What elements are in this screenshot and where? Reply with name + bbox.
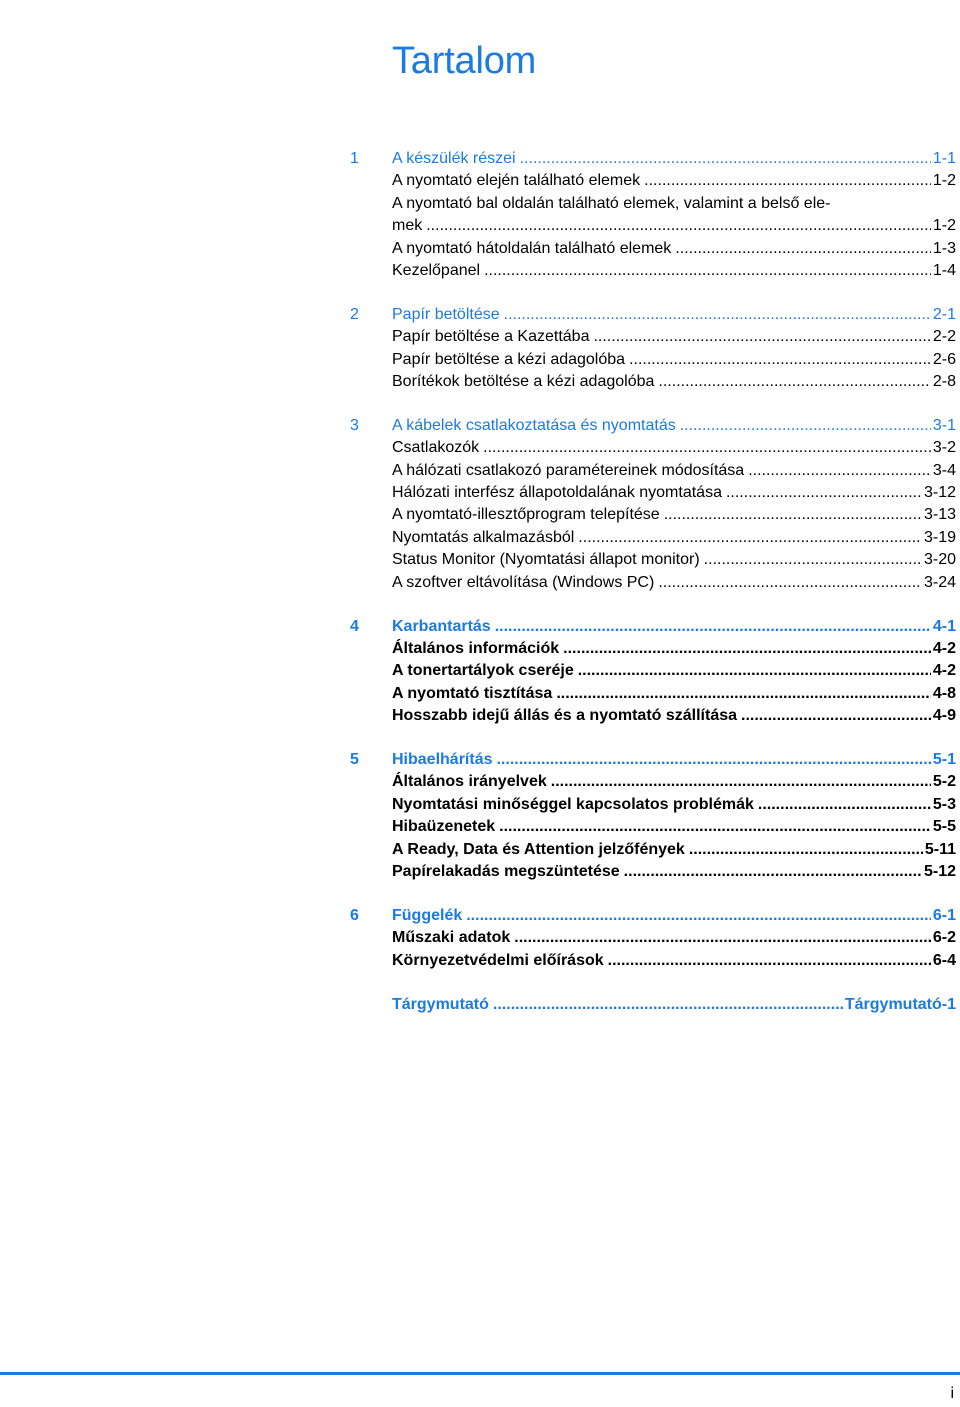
- toc-entry[interactable]: [392, 504, 956, 526]
- entry-page: 1-2: [932, 217, 956, 235]
- dot-leader: [493, 994, 843, 1016]
- entry-page: 6-4: [932, 951, 956, 969]
- toc-row[interactable]: [350, 839, 956, 861]
- toc-row[interactable]: [350, 549, 956, 571]
- entry-page: 3-2: [932, 439, 956, 457]
- toc-row[interactable]: [350, 238, 956, 260]
- dot-leader: [624, 861, 922, 883]
- entry-title: A nyomtató tisztítása: [392, 684, 553, 702]
- entry-title-line-2: mek: [392, 217, 423, 235]
- entry-page: 5-1: [932, 751, 956, 768]
- page-number: i: [950, 1385, 954, 1402]
- dot-leader: [466, 905, 931, 927]
- toc-row[interactable]: [350, 861, 956, 883]
- dot-leader: [556, 683, 931, 705]
- entry-page: Tárgymutató-1: [844, 995, 956, 1013]
- dot-leader: [664, 504, 922, 526]
- toc-entry[interactable]: [392, 749, 956, 771]
- toc-chapter-2: [350, 304, 956, 394]
- toc-row[interactable]: [350, 638, 956, 660]
- toc-row[interactable]: [350, 260, 956, 282]
- dot-leader: [658, 572, 922, 594]
- entry-page: 2-1: [932, 305, 956, 323]
- toc-entry[interactable]: [392, 927, 956, 949]
- toc-index: [350, 994, 956, 1016]
- toc-entry[interactable]: [392, 816, 956, 838]
- toc-entry[interactable]: [392, 572, 956, 594]
- entry-title: Papír betöltése a Kazettába: [392, 328, 590, 346]
- entry-page: 6-2: [932, 929, 956, 947]
- chapter-number: 4: [350, 617, 359, 635]
- dot-leader: [426, 215, 931, 237]
- toc-row[interactable]: [350, 349, 956, 371]
- toc-chapter-heading[interactable]: [350, 616, 956, 638]
- toc-chapter-3: [350, 415, 956, 594]
- entry-title: A nyomtató hátoldalán található elemek: [392, 239, 672, 257]
- toc-chapter-heading[interactable]: [350, 905, 956, 927]
- dot-leader: [658, 371, 930, 393]
- toc-entry[interactable]: [392, 771, 956, 793]
- toc-entry[interactable]: [392, 482, 956, 504]
- toc-entry[interactable]: [392, 794, 956, 816]
- entry-page: 5-12: [923, 862, 956, 880]
- dot-leader: [504, 304, 931, 326]
- entry-title: A nyomtató elején található elemek: [392, 172, 641, 190]
- entry-title-line-2-row: [392, 215, 956, 237]
- dot-leader: [563, 638, 931, 660]
- entry-title: Hosszabb idejű állás és a nyomtató szállítása: [392, 707, 738, 725]
- entry-page: 3-1: [932, 416, 956, 434]
- entry-page: 6-1: [932, 906, 956, 924]
- toc-row[interactable]: [350, 371, 956, 393]
- entry-title: Általános irányelvek: [392, 773, 547, 791]
- entry-page: 1-2: [932, 172, 956, 190]
- entry-title: A kábelek csatlakoztatása és nyomtatás: [392, 416, 676, 434]
- dot-leader: [484, 260, 931, 282]
- dot-leader: [496, 749, 930, 771]
- toc-chapter-1: [350, 148, 956, 282]
- toc-row[interactable]: [350, 771, 956, 793]
- entry-page: 1-1: [932, 150, 956, 167]
- toc-row[interactable]: [350, 927, 956, 949]
- entry-title: Hálózati interfész állapotoldalának nyomtatása: [392, 484, 722, 502]
- entry-page: 5-2: [932, 773, 956, 791]
- toc-entry[interactable]: [392, 193, 956, 238]
- toc-entry[interactable]: [392, 437, 956, 459]
- toc-entry[interactable]: [392, 460, 956, 482]
- entry-title: A nyomtató-illesztőprogram telepítése: [392, 506, 660, 524]
- toc-chapter-heading[interactable]: [350, 148, 956, 170]
- entry-title: Papír betöltése: [392, 305, 500, 323]
- toc-row[interactable]: [350, 794, 956, 816]
- toc-row[interactable]: [350, 460, 956, 482]
- entry-page: 4-2: [932, 662, 956, 680]
- entry-title: Karbantartás: [392, 617, 491, 635]
- entry-page: 3-12: [923, 484, 956, 502]
- toc-row[interactable]: [350, 326, 956, 348]
- toc-entry[interactable]: [392, 905, 956, 927]
- entry-title: A tonertartályok cseréje: [392, 662, 574, 680]
- toc-row[interactable]: [350, 437, 956, 459]
- entry-title: Tárgymutató: [392, 995, 489, 1013]
- dot-leader: [593, 326, 930, 348]
- entry-page: 5-5: [932, 818, 956, 836]
- dot-leader: [483, 437, 931, 459]
- footer-rule: [0, 1372, 960, 1375]
- entry-title: Hibaelhárítás: [392, 751, 493, 768]
- toc-entry[interactable]: [392, 349, 956, 371]
- entry-page: 2-8: [932, 373, 956, 391]
- chapter-number: 6: [350, 906, 359, 924]
- toc-row[interactable]: [350, 950, 956, 972]
- toc-entry[interactable]: [392, 260, 956, 282]
- dot-leader: [741, 705, 931, 727]
- dot-leader: [520, 148, 931, 170]
- entry-page: 5-3: [932, 795, 956, 813]
- chapter-number: 1: [350, 150, 359, 167]
- toc-entry[interactable]: [392, 994, 956, 1016]
- entry-page: 3-4: [932, 461, 956, 479]
- toc-row[interactable]: [350, 527, 956, 549]
- entry-page: 3-20: [923, 551, 956, 569]
- toc-entry[interactable]: [392, 638, 956, 660]
- entry-title: Borítékok betöltése a kézi adagolóba: [392, 373, 655, 391]
- toc-chapter-heading[interactable]: [350, 304, 956, 326]
- entry-title: Hibaüzenetek: [392, 818, 496, 836]
- entry-title: Kezelőpanel: [392, 261, 481, 279]
- toc-entry[interactable]: [392, 326, 956, 348]
- entry-page: 1-3: [932, 239, 956, 257]
- entry-title: Csatlakozók: [392, 439, 480, 457]
- entry-page: 3-19: [923, 528, 956, 546]
- toc-entry[interactable]: [392, 415, 956, 437]
- dot-leader: [689, 839, 923, 861]
- entry-title: Papír betöltése a kézi adagolóba: [392, 350, 626, 368]
- entry-title-line-1: A nyomtató bal oldalán található elemek, valamint a belső ele-: [392, 194, 831, 212]
- table-of-contents: [350, 148, 956, 1037]
- dot-leader: [495, 616, 931, 638]
- toc-row[interactable]: [350, 504, 956, 526]
- toc-entry[interactable]: [392, 527, 956, 549]
- toc-entry[interactable]: [392, 304, 956, 326]
- entry-title: Nyomtatás alkalmazásból: [392, 528, 575, 546]
- chapter-number: 2: [350, 305, 359, 323]
- entry-title: A szoftver eltávolítása (Windows PC): [392, 573, 655, 591]
- toc-entry[interactable]: [392, 238, 956, 260]
- toc-entry[interactable]: [392, 549, 956, 571]
- toc-entry[interactable]: [392, 371, 956, 393]
- entry-title: A Ready, Data és Attention jelzőfények: [392, 840, 685, 858]
- entry-title: A készülék részei: [392, 150, 516, 167]
- entry-page: 4-9: [932, 707, 956, 725]
- toc-entry[interactable]: [392, 683, 956, 705]
- dot-leader: [499, 816, 931, 838]
- toc-row[interactable]: [350, 193, 956, 238]
- entry-page: 2-2: [932, 328, 956, 346]
- entry-title: Papírelakadás megszüntetése: [392, 862, 620, 880]
- dot-leader: [748, 460, 931, 482]
- toc-entry[interactable]: [392, 950, 956, 972]
- dot-leader: [758, 794, 931, 816]
- dot-leader: [704, 549, 922, 571]
- entry-page: 4-2: [932, 639, 956, 657]
- entry-page: 3-24: [923, 573, 956, 591]
- toc-chapter-heading[interactable]: [350, 415, 956, 437]
- dot-leader: [551, 771, 931, 793]
- entry-title: A hálózati csatlakozó paramétereinek módosítása: [392, 461, 745, 479]
- entry-title: Környezetvédelmi előírások: [392, 951, 604, 969]
- toc-entry[interactable]: [392, 170, 956, 192]
- toc-row[interactable]: [350, 683, 956, 705]
- dot-leader: [578, 527, 922, 549]
- toc-entry[interactable]: [392, 148, 956, 170]
- toc-chapter-heading[interactable]: [350, 749, 956, 771]
- entry-title: Függelék: [392, 906, 463, 924]
- toc-index-row[interactable]: [350, 994, 956, 1016]
- entry-page: 5-11: [924, 840, 956, 858]
- toc-row[interactable]: [350, 482, 956, 504]
- entry-title: Nyomtatási minőséggel kapcsolatos problémák: [392, 795, 754, 813]
- chapter-number: 3: [350, 416, 359, 434]
- toc-row[interactable]: [350, 660, 956, 682]
- chapter-number: 5: [350, 751, 359, 768]
- toc-entry[interactable]: [392, 660, 956, 682]
- dot-leader: [675, 238, 931, 260]
- toc-entry[interactable]: [392, 616, 956, 638]
- toc-chapter-4: [350, 616, 956, 728]
- dot-leader: [644, 170, 931, 192]
- toc-chapter-5: [350, 749, 956, 883]
- entry-page: 4-1: [932, 617, 956, 635]
- toc-row[interactable]: [350, 705, 956, 727]
- dot-leader: [726, 482, 922, 504]
- entry-page: 3-13: [923, 506, 956, 524]
- toc-chapter-6: [350, 905, 956, 972]
- toc-entry[interactable]: [392, 705, 956, 727]
- entry-title: Műszaki adatok: [392, 929, 511, 947]
- entry-title: Status Monitor (Nyomtatási állapot monitor): [392, 551, 700, 569]
- toc-row[interactable]: [350, 170, 956, 192]
- dot-leader: [578, 660, 931, 682]
- dot-leader: [629, 349, 931, 371]
- page-title: Tartalom: [392, 40, 537, 82]
- dot-leader: [514, 927, 931, 949]
- entry-page: 2-6: [932, 350, 956, 368]
- toc-row[interactable]: [350, 816, 956, 838]
- toc-row[interactable]: [350, 572, 956, 594]
- entry-page: 1-4: [932, 261, 956, 279]
- dot-leader: [608, 950, 931, 972]
- toc-entry[interactable]: [392, 861, 956, 883]
- entry-title: Általános információk: [392, 639, 560, 657]
- entry-page: 4-8: [932, 684, 956, 702]
- toc-entry[interactable]: [392, 839, 956, 861]
- dot-leader: [680, 415, 931, 437]
